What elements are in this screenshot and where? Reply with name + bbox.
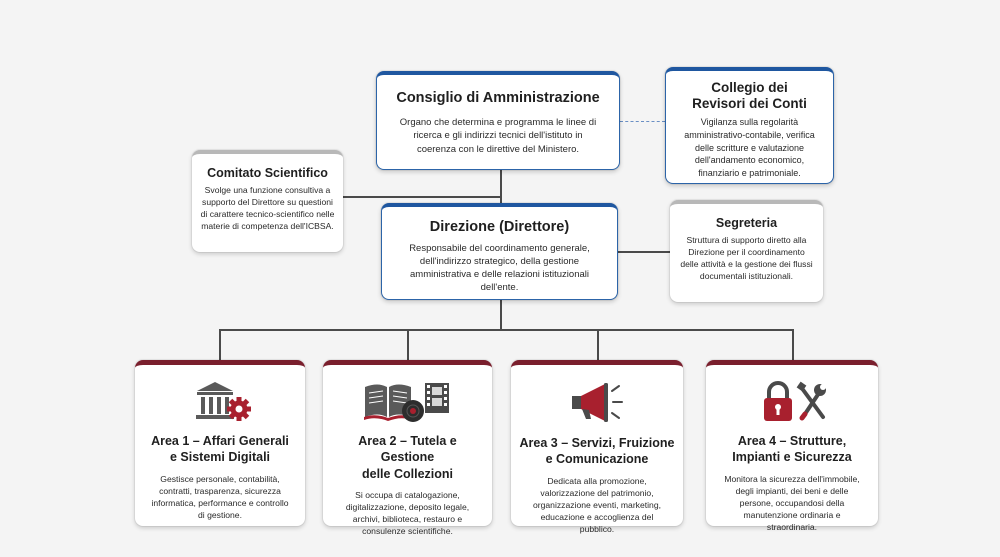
area-3-title-line1: Area 3 – Servizi, Fruizione: [519, 436, 675, 450]
area-2-title-line1: Area 2 – Tutela e Gestione: [358, 434, 457, 465]
collegio-title-line1: Collegio dei: [711, 80, 788, 95]
padlock-tools-icon: [761, 379, 827, 425]
segreteria-box: [670, 200, 823, 302]
comitato-box: [192, 150, 343, 252]
consiglio-desc: Organo che determina e programma le linee di ricerca e gli indirizzi tecnici dell'istituto in coerenza con le direttive del Ministero.: [399, 117, 597, 155]
direzione-box: [381, 203, 618, 300]
direzione-title: Direzione (Direttore): [429, 219, 570, 235]
area-4-box: [706, 360, 878, 532]
megaphone-icon: [568, 379, 628, 425]
connector-area2: [407, 329, 409, 360]
connector-consiglio-direzione: [500, 170, 502, 203]
area-3-box: [511, 360, 683, 534]
institution-gear-icon: [193, 379, 251, 423]
area-4-desc: Monitora la sicurezza dell'immobile, degli impianti, dei beni e delle persone, occupandosi della manutenzione ordinaria e straordinaria.: [724, 473, 860, 532]
connector-area-bus: [219, 329, 794, 331]
segreteria-title: Segreteria: [715, 216, 778, 230]
area-2-title-line2: delle Collezioni: [362, 466, 453, 481]
area-4-title-line2: Impianti e Sicurezza: [732, 450, 852, 465]
comitato-desc: Svolge una funzione consultiva a supporto del Direttore su questioni di carattere tecnico-scientifico nelle materie di competenza dell'ICBSA.: [200, 185, 335, 231]
direzione-desc: Responsabile del coordinamento generale, dell'indirizzo strategico, della gestione amministrativa e delle relazioni istituzionali dell'ente.: [409, 243, 590, 294]
consiglio-box: [376, 71, 620, 170]
collegio-title-line2: Revisori dei Conti: [692, 96, 807, 112]
segreteria-desc: Struttura di supporto diretto alla Direzione per il coordinamento delle attività e la gestione dei flussi documentali istituzionali.: [680, 235, 813, 281]
area-2-box: [323, 360, 492, 536]
connector-direzione-bus: [500, 300, 502, 330]
connector-area1: [219, 329, 221, 360]
area-1-box: [135, 360, 305, 526]
connector-consiglio-collegio-dashed: [620, 121, 665, 122]
books-film-record-icon: [363, 379, 453, 425]
area-3-desc: Dedicata alla promozione, valorizzazione del patrimonio, organizzazione eventi, marketing, educazione e accoglienza del pubblico.: [532, 475, 662, 534]
area-1-title-line2: e Sistemi Digitali: [169, 450, 271, 465]
collegio-box: [665, 67, 834, 184]
connector-direzione-comitato: [338, 196, 502, 198]
area-1-title-line1: Area 1 – Affari Generali: [151, 434, 289, 448]
area-4-title-line1: Area 4 – Strutture,: [737, 434, 847, 448]
area-1-desc: Gestisce personale, contabilità, contratti, trasparenza, sicurezza informatica, performance e controllo di gestione.: [151, 473, 289, 520]
area-2-desc: Si occupa di catalogazione, digitalizzazione, deposito legale, archivi, biblioteca, restauro e consulenze scientifiche.: [345, 489, 470, 536]
consiglio-title: Consiglio di Amministrazione: [396, 90, 600, 106]
connector-area3: [597, 329, 599, 360]
connector-area4: [792, 329, 794, 360]
collegio-desc: Vigilanza sulla regolarità amministrativo-contabile, verifica delle scritture e valutazione dell'andamento economico, finanziario e patrimoniale.: [684, 117, 815, 178]
comitato-title: Comitato Scientifico: [207, 166, 328, 180]
area-3-title-line2: e Comunicazione: [545, 452, 649, 467]
